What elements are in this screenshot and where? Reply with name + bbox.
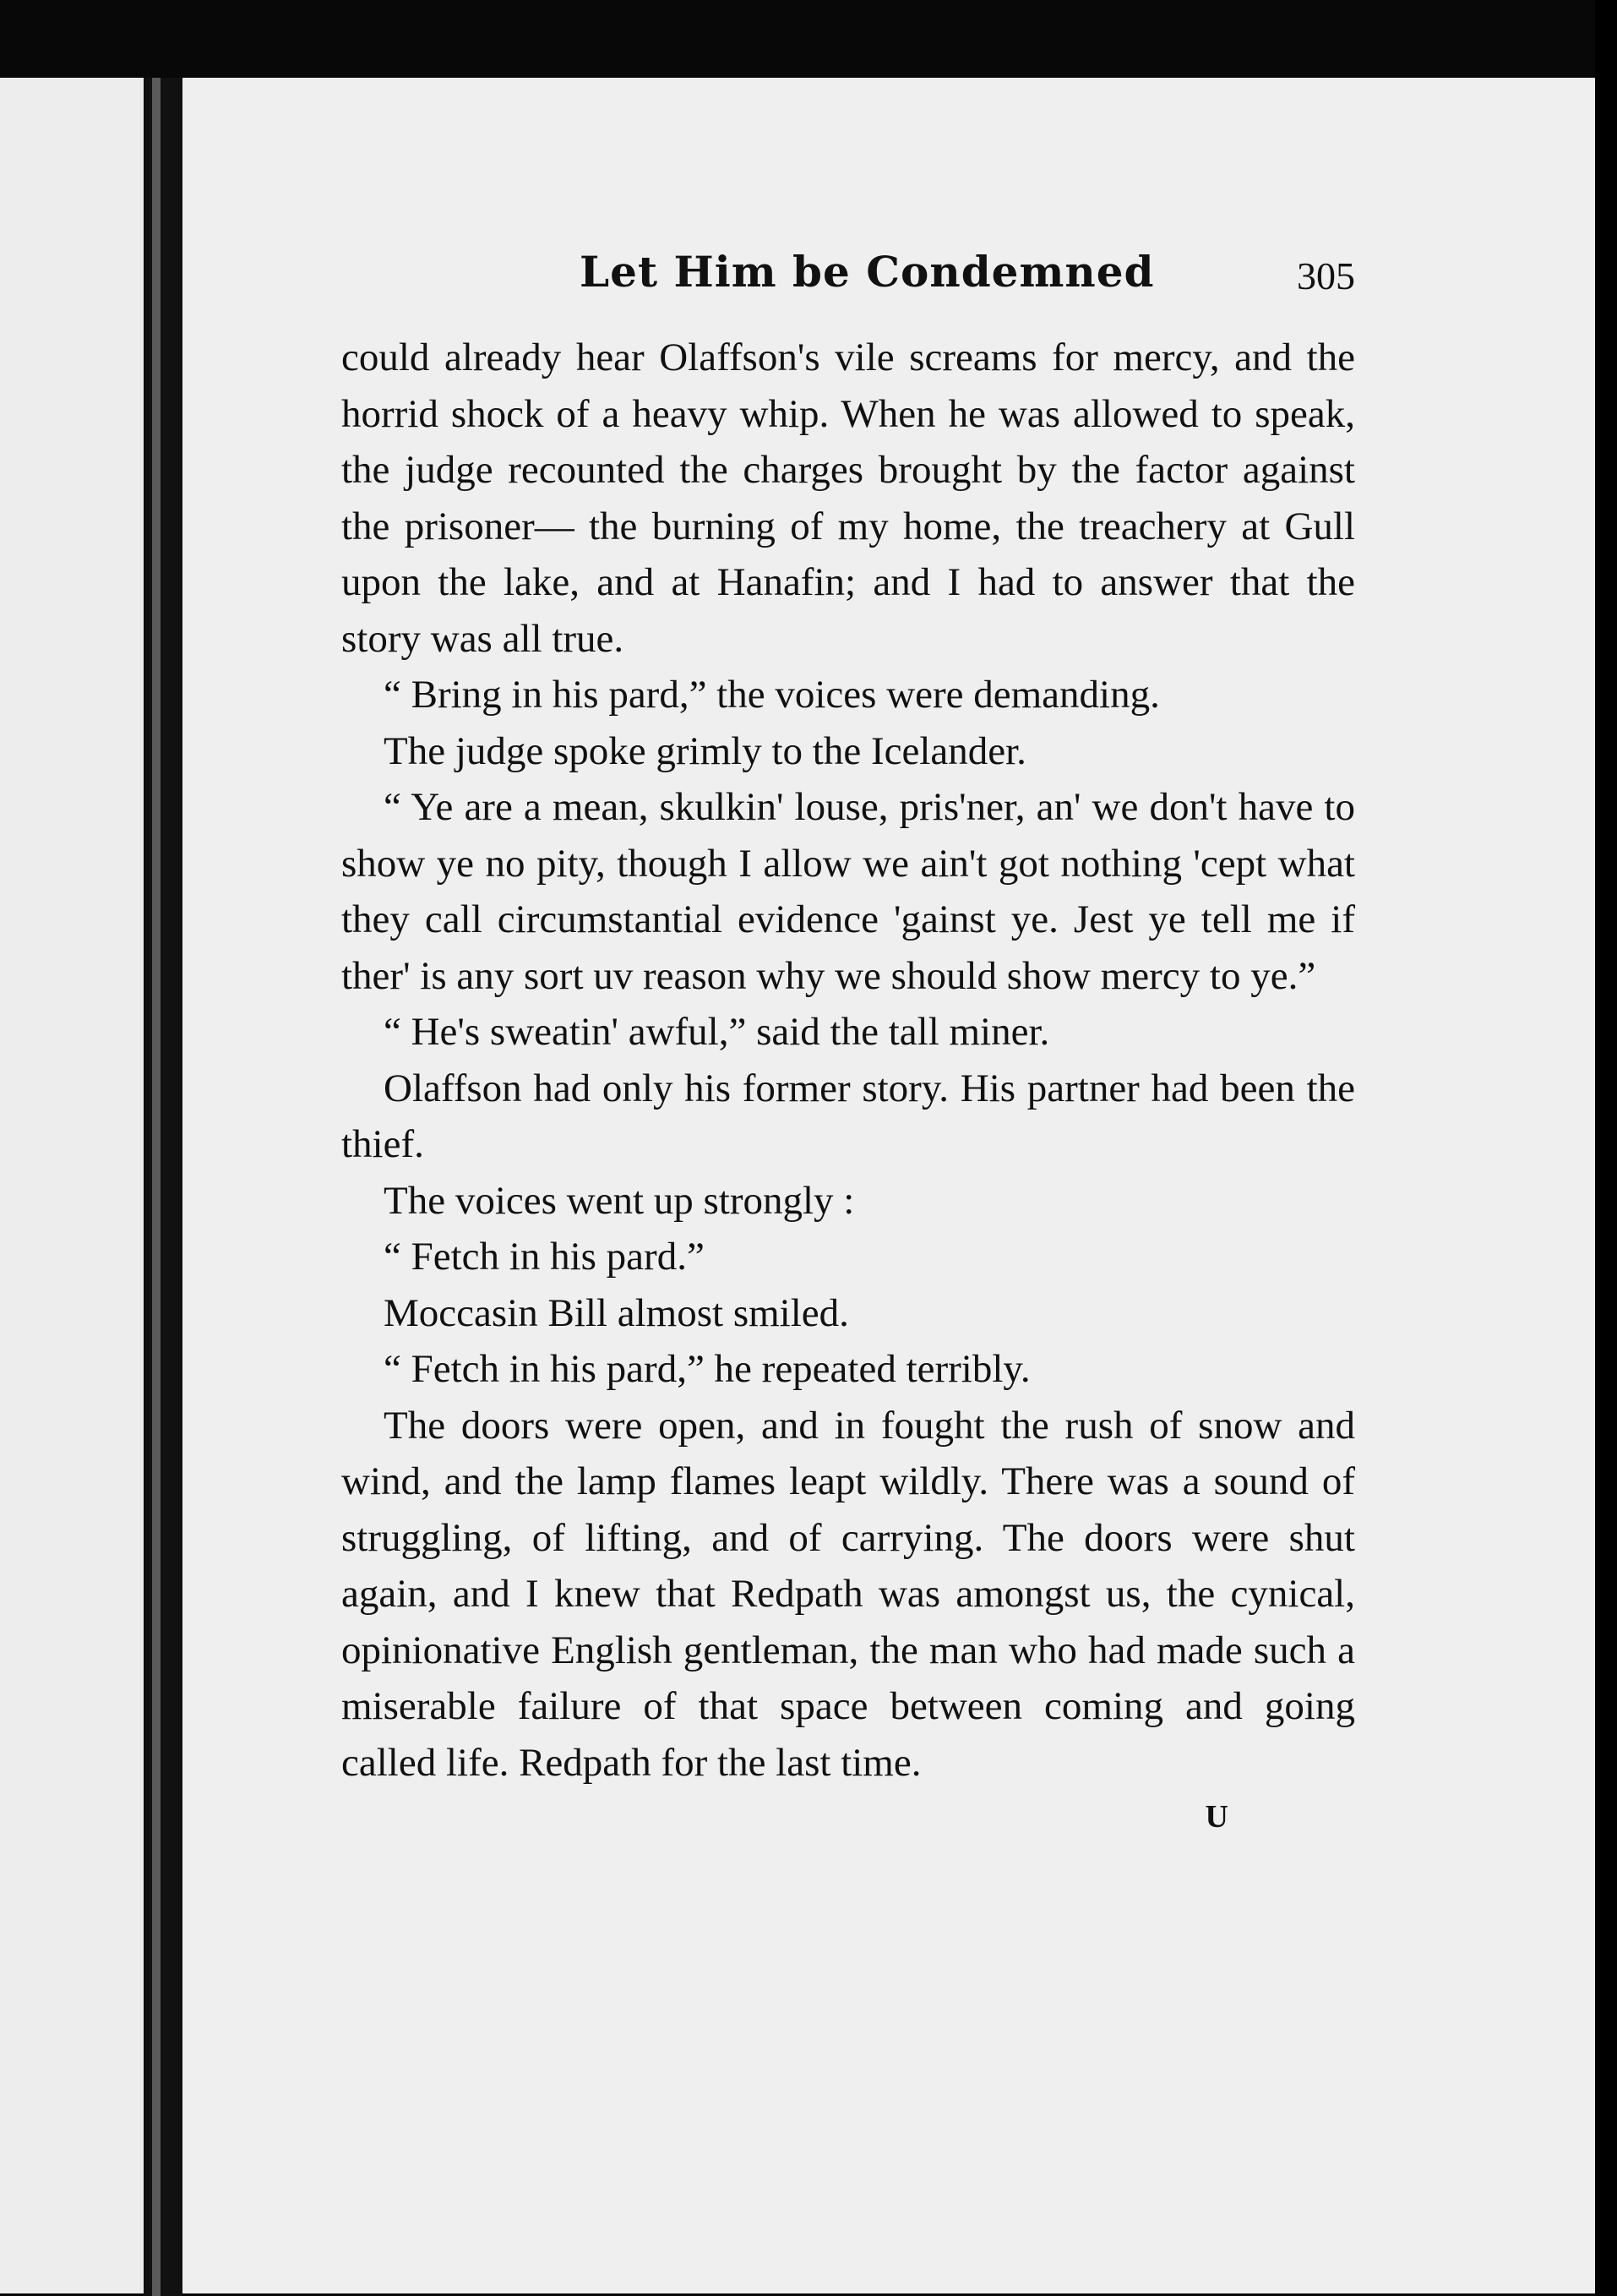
paragraph: The doors were open, and in fought the rush of snow and wind, and the lamp flames leapt wildly. There was a sound of struggling, of lifting, and of carrying. The doors were shut again, and I knew that Redpath was amongst us, the cynical, opinionative English gentleman, the man who had made such a miserable failure of that space between coming and going called life. Redpath for the last time.: [341, 1403, 1355, 1785]
running-head: [341, 247, 1355, 314]
paragraph: The judge spoke grimly to the Icelander.: [384, 728, 1026, 773]
paragraph: “ Fetch in his pard,” he repeated terribly.: [384, 1347, 1031, 1391]
paragraph: Olaffson had only his former story. His partner had been the thief.: [341, 1066, 1355, 1166]
paragraph: Moccasin Bill almost smiled.: [384, 1290, 849, 1335]
paragraph: “ Ye are a mean, skulkin' louse, pris'ner, an' we don't have to show ye no pity, though I allow we ain't got nothing 'cept what they call circumstantial evidence 'gainst ye. Jest ye tell me if ther' is any sort uv reason why we should show mercy to ye.”: [341, 785, 1355, 998]
page-number: 305: [1297, 254, 1355, 297]
binding-highlight: [152, 78, 161, 2296]
paragraph: “ Bring in his pard,” the voices were demanding.: [384, 673, 1160, 717]
signature-mark: U: [1205, 1799, 1228, 1835]
book-binding: [144, 78, 182, 2296]
left-page-edge: [0, 78, 144, 2293]
paragraph: “ He's sweatin' awful,” said the tall miner.: [384, 1010, 1050, 1054]
running-title: Let Him be Condemned: [580, 247, 1155, 297]
paragraph: could already hear Olaffson's vile screams for mercy, and the horrid shock of a heavy whip. When he was allowed to speak, the judge recounted the charges brought by the factor against the prisoner— the burning of my home, the treachery at Gull upon the lake, and at Hanafin; and I had to answer that the story was all true.: [341, 335, 1355, 661]
paragraph: “ Fetch in his pard.”: [384, 1235, 705, 1279]
scan-border: [1595, 0, 1617, 2296]
paragraph: The voices went up strongly :: [384, 1178, 855, 1223]
page-text: [341, 247, 1355, 1838]
